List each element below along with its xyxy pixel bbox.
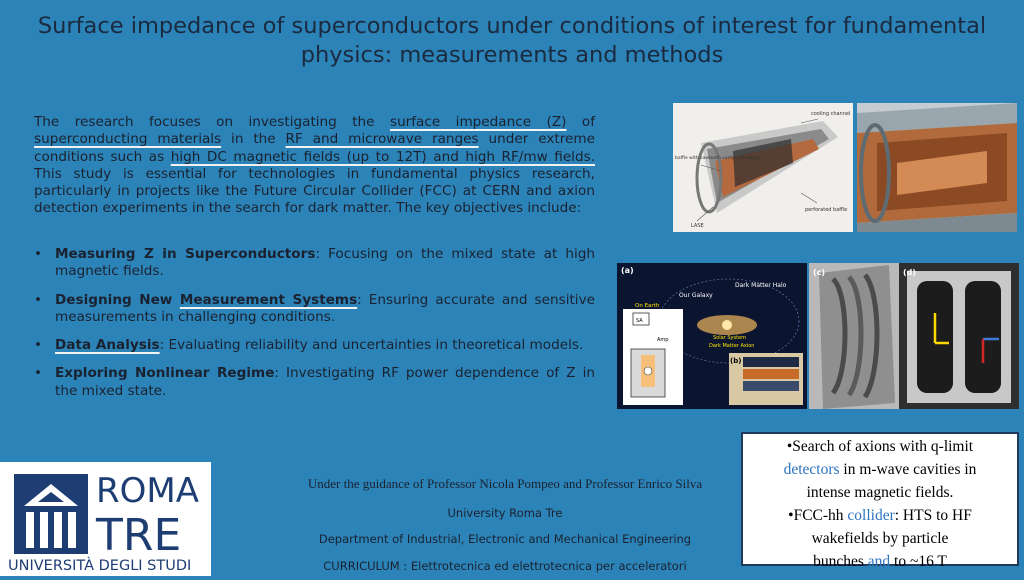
objective-text: : Focusing on the mixed state at high magnetic fields. (55, 246, 595, 280)
curriculum-text: CURRICULUM : Elettrotecnica ed elettrotecnica per acceleratori (323, 559, 687, 573)
intro-highlight: RF and microwave ranges (285, 131, 479, 148)
objective-heading-highlight: Measurement Systems (179, 291, 358, 308)
info-line: wakefields by particle (811, 530, 949, 547)
label-on-earth: On Earth (635, 303, 660, 309)
bullet-marker: • (34, 337, 43, 354)
info-text: to ~16 T (890, 553, 947, 570)
info-highlight: and (867, 553, 891, 570)
info-highlight: detectors (783, 461, 840, 478)
intro-highlight: superconducting materials (34, 131, 222, 148)
label-lase: LASE (691, 223, 704, 229)
objective-text: : Investigating RF power dependence of Z in the mixed state. (55, 365, 595, 399)
copper-beam-screen-photo (857, 103, 1017, 232)
temple-icon (14, 474, 88, 554)
cavity-photos (809, 263, 1019, 409)
label-amp: Amp (657, 337, 669, 343)
intro-text: of (566, 114, 595, 130)
objective-heading: Exploring Nonlinear Regime (55, 365, 275, 382)
info-text: bunches (813, 553, 868, 570)
objective-heading: Designing New (55, 291, 180, 308)
label-dark-matter-axion: Dark Matter Axion (709, 343, 755, 349)
page-title: Surface impedance of superconductors under conditions of interest for fundamental physics: measurements and methods (37, 13, 987, 68)
list-item (34, 365, 595, 400)
logo-roma: ROMA (96, 471, 199, 511)
applications-box (741, 432, 1019, 570)
intro-text: This study is essential for technologies in fundamental physics research, particularly in projects like the Future Circular Collider (FCC) at CERN and axion detection experiments in the search for dark matter. The key objectives include: (34, 165, 595, 217)
bullet-marker: • (34, 365, 43, 382)
info-line (749, 458, 1011, 481)
intro-text: in the (221, 131, 286, 148)
department-name: Department of Industrial, Electronic and Mechanical Engineering (318, 532, 692, 546)
panel-c-label: (c) (813, 268, 826, 277)
panel-a-label: (a) (621, 266, 634, 275)
objective-text: : Evaluating reliability and uncertainties in theoretical models. (159, 337, 584, 354)
list-item (34, 246, 595, 281)
info-line: •Search of axions with q-limit (786, 438, 974, 455)
info-line: intense magnetic fields. (806, 484, 954, 501)
info-highlight: collider (847, 507, 895, 524)
university-name: University Roma Tre (447, 506, 563, 520)
bullet-marker: • (34, 291, 43, 308)
logo-tre: TRE (96, 510, 182, 561)
logo-subtitle: UNIVERSITÀ DEGLI STUDI (8, 558, 192, 574)
list-item (34, 292, 595, 327)
info-text: •FCC-hh (788, 507, 848, 524)
axion-detection-figure (617, 263, 807, 409)
objectives-list (34, 246, 595, 411)
intro-highlight: high DC magnetic fields (up to 12T) and high RF/mw fields. (170, 148, 595, 165)
panel-d-label: (d) (903, 268, 917, 277)
info-text: : HTS to HF (894, 507, 972, 524)
objective-text: : Ensuring accurate and sensitive measurements in challenging conditions. (55, 291, 595, 325)
label-dark-matter-halo: Dark Matter Halo (735, 282, 787, 289)
label-sa: SA (636, 318, 643, 324)
label-solar-system: Solar System (713, 335, 746, 341)
intro-highlight: surface impedance (Z) (389, 114, 567, 130)
university-logo (0, 462, 211, 576)
panel-b-label: (b) (730, 357, 742, 365)
label-our-galaxy: Our Galaxy (679, 292, 713, 299)
label-cooling-channel: cooling channel (811, 111, 851, 117)
intro-text: The research focuses on investigating the (34, 114, 390, 130)
label-magnet: Magnet (677, 385, 682, 402)
beam-screen-diagram (673, 103, 853, 232)
info-line (749, 550, 1011, 573)
guidance-text: Under the guidance of Professor Nicola Pompeo and Professor Enrico Silva (307, 476, 703, 491)
info-text: in m-wave cavities in (839, 461, 977, 478)
label-perforated-baffle: perforated baffle (805, 207, 848, 213)
list-item (34, 337, 595, 354)
label-baffle: baffle with sawtooth surface finishing (675, 156, 760, 161)
intro-text: under extreme conditions such as (34, 131, 595, 165)
objective-heading-highlight: Data Analysis (55, 337, 160, 354)
bullet-marker: • (34, 246, 43, 262)
info-line (749, 504, 1011, 527)
objective-heading: Measuring Z in Superconductors (55, 246, 316, 262)
intro-paragraph (34, 114, 595, 218)
